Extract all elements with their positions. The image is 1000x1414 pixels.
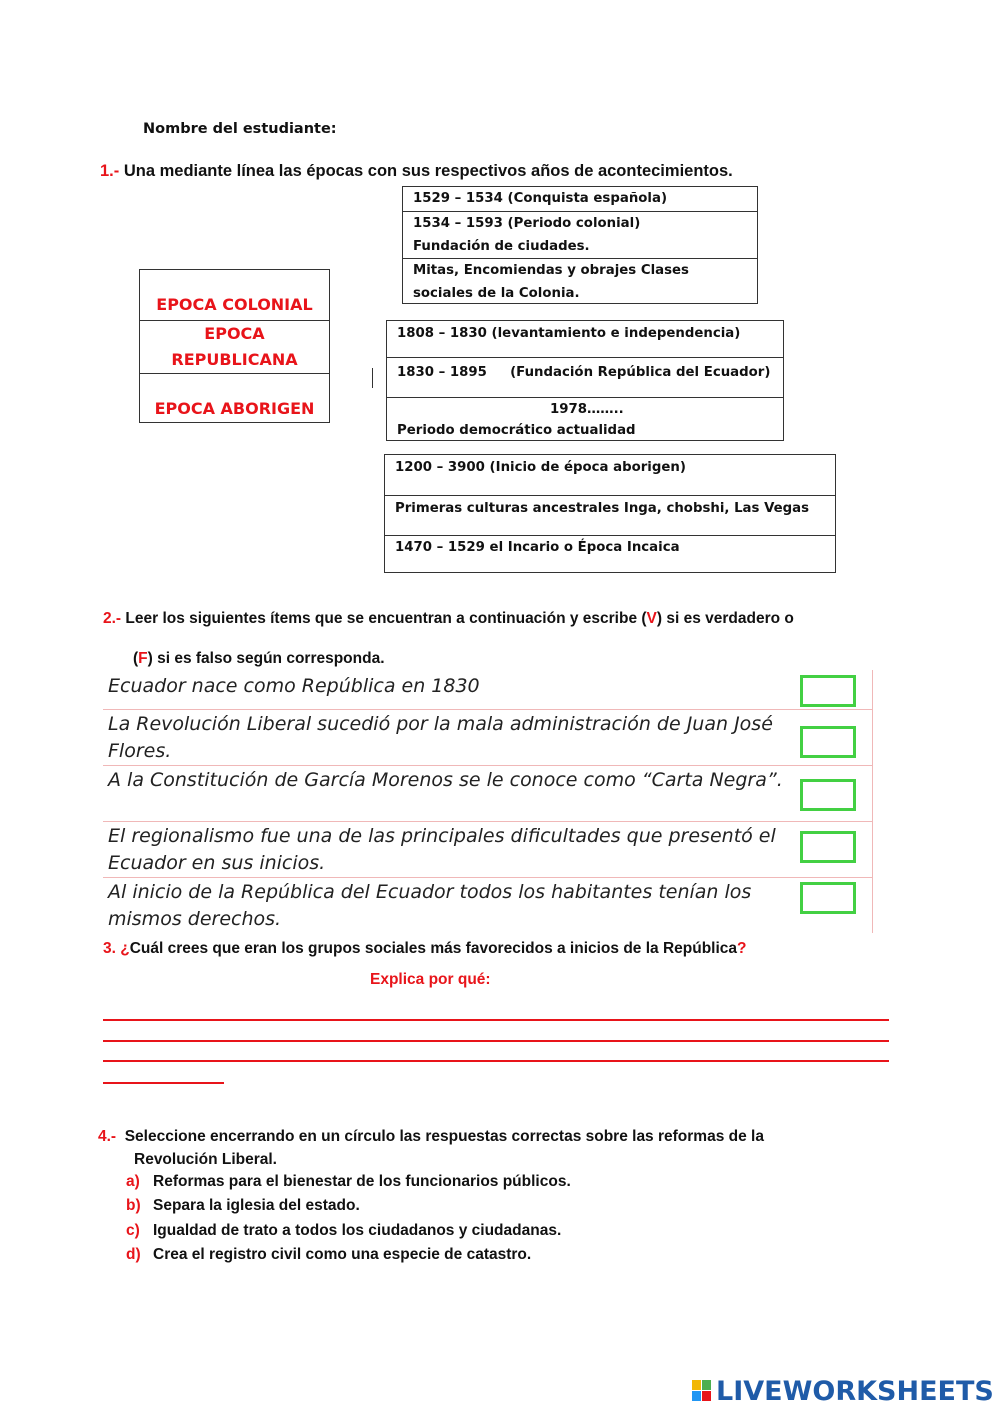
true-false-row	[103, 710, 873, 766]
question-3-title	[103, 940, 747, 958]
answer-line[interactable]	[103, 1082, 224, 1084]
true-false-row	[103, 878, 873, 933]
question-1-text: Una mediante línea las épocas con sus respectivos años de acontecimientos.	[119, 162, 733, 180]
dates-text: 1200 – 3900 (Inicio de época aborigen)	[395, 460, 686, 475]
true-false-row	[103, 670, 873, 710]
answer-line[interactable]	[103, 1040, 889, 1042]
dates-cell	[403, 258, 757, 305]
question-mark-close: ?	[737, 940, 747, 957]
dates-cell	[385, 455, 835, 495]
question-mark-open: ¿	[120, 940, 130, 957]
option-d[interactable]	[126, 1246, 531, 1264]
republican-dates-box[interactable]	[386, 320, 784, 441]
option-letter: b)	[126, 1197, 141, 1214]
epoch-aborigen[interactable]: EPOCA ABORIGEN	[140, 373, 329, 424]
question-2-text: ) si es verdadero o	[656, 610, 794, 627]
dates-text: Primeras culturas ancestrales Inga, chobshi, Las Vegas	[395, 501, 810, 516]
true-false-row	[103, 766, 873, 822]
question-3-number: 3.	[103, 940, 121, 957]
open-paren: (	[133, 650, 139, 667]
dates-text: 1529 – 1534 (Conquista española)	[413, 191, 668, 206]
dates-cell	[385, 495, 835, 535]
answer-line[interactable]	[103, 1060, 889, 1062]
epoch-republicana[interactable]: EPOCA REPUBLICANA	[140, 320, 329, 373]
statement-text: Ecuador nace como República en 1830	[108, 675, 480, 697]
true-letter: V	[646, 610, 657, 627]
question-4-text: Seleccione encerrando en un círculo las respuestas correctas sobre las reformas de la	[124, 1128, 764, 1145]
question-1-number: 1.-	[100, 162, 120, 180]
dates-cell	[387, 397, 783, 442]
dates-cell	[403, 211, 757, 258]
option-letter: c)	[126, 1222, 140, 1239]
dates-text: 1808 – 1830 (levantamiento e independencia)	[397, 326, 741, 341]
answer-box[interactable]	[800, 726, 856, 758]
dates-cell	[387, 357, 783, 397]
statement-text: A la Constitución de García Morenos se le conoce como “Carta Negra”.	[108, 769, 783, 791]
answer-box[interactable]	[800, 675, 856, 707]
aboriginal-dates-box[interactable]	[384, 454, 836, 573]
option-text: Reformas para el bienestar de los funcionarios públicos.	[153, 1173, 571, 1190]
text-cursor-mark	[372, 368, 373, 388]
false-letter: F	[138, 650, 148, 667]
dates-text: 1830 – 1895 (Fundación República del Ecuador)	[397, 365, 771, 380]
answer-box[interactable]	[800, 882, 856, 914]
dates-text: 1470 – 1529 el Incario o Época Incaica	[395, 540, 680, 555]
dates-text: Periodo democrático actualidad	[397, 423, 636, 438]
option-a[interactable]	[126, 1173, 571, 1191]
statement-text: La Revolución Liberal sucedió por la mala administración de Juan José Flores.	[108, 713, 773, 762]
question-2-title	[103, 608, 843, 629]
question-2-text: ) si es falso según corresponda.	[147, 650, 385, 667]
dates-cell	[403, 187, 757, 211]
true-false-row	[103, 822, 873, 878]
dates-text: sociales de la Colonia.	[413, 286, 580, 301]
epoch-colonial[interactable]: EPOCA COLONIAL	[156, 295, 313, 314]
colonial-dates-box[interactable]	[402, 186, 758, 304]
explain-label: Explica por qué:	[370, 971, 491, 988]
question-2-number: 2.-	[103, 610, 122, 627]
dates-cell	[385, 535, 835, 574]
question-4-title	[98, 1128, 764, 1146]
dates-text: Mitas, Encomiendas y obrajes Clases	[413, 263, 689, 278]
option-letter: a)	[126, 1173, 140, 1190]
option-c[interactable]	[126, 1222, 561, 1240]
dates-cell	[387, 321, 783, 357]
option-letter: d)	[126, 1246, 141, 1263]
epochs-box	[139, 269, 330, 423]
option-text: Separa la iglesia del estado.	[153, 1197, 360, 1214]
option-text: Crea el registro civil como una especie de catastro.	[153, 1246, 532, 1263]
dates-text: 1978……..	[550, 402, 624, 417]
answer-box[interactable]	[800, 779, 856, 811]
dates-text: Fundación de ciudades.	[413, 239, 590, 254]
student-name-label: Nombre del estudiante:	[143, 121, 337, 137]
question-2-text: Leer los siguientes ítems que se encuentran a continuación y escribe (	[121, 610, 647, 627]
dates-text: 1534 – 1593 (Periodo colonial)	[413, 216, 641, 231]
question-3-text: Cuál crees que eran los grupos sociales más favorecidos a inicios de la República	[129, 940, 738, 957]
question-4-text-line2: Revolución Liberal.	[134, 1151, 277, 1168]
liveworksheets-logo: LIVEWORKSHEETS	[716, 1376, 994, 1407]
question-2-subtitle	[133, 650, 385, 668]
answer-box[interactable]	[800, 831, 856, 863]
option-b[interactable]	[126, 1197, 360, 1215]
question-1-title	[100, 162, 733, 181]
statement-text: El regionalismo fue una de las principales dificultades que presentó el Ecuador en sus inicios.	[108, 825, 776, 874]
liveworksheets-logo-icon	[692, 1380, 712, 1402]
answer-line[interactable]	[103, 1019, 889, 1021]
question-4-number: 4.-	[98, 1128, 117, 1145]
option-text: Igualdad de trato a todos los ciudadanos y ciudadanas.	[153, 1222, 562, 1239]
statement-text: Al inicio de la República del Ecuador todos los habitantes tenían los mismos derechos.	[108, 881, 752, 930]
